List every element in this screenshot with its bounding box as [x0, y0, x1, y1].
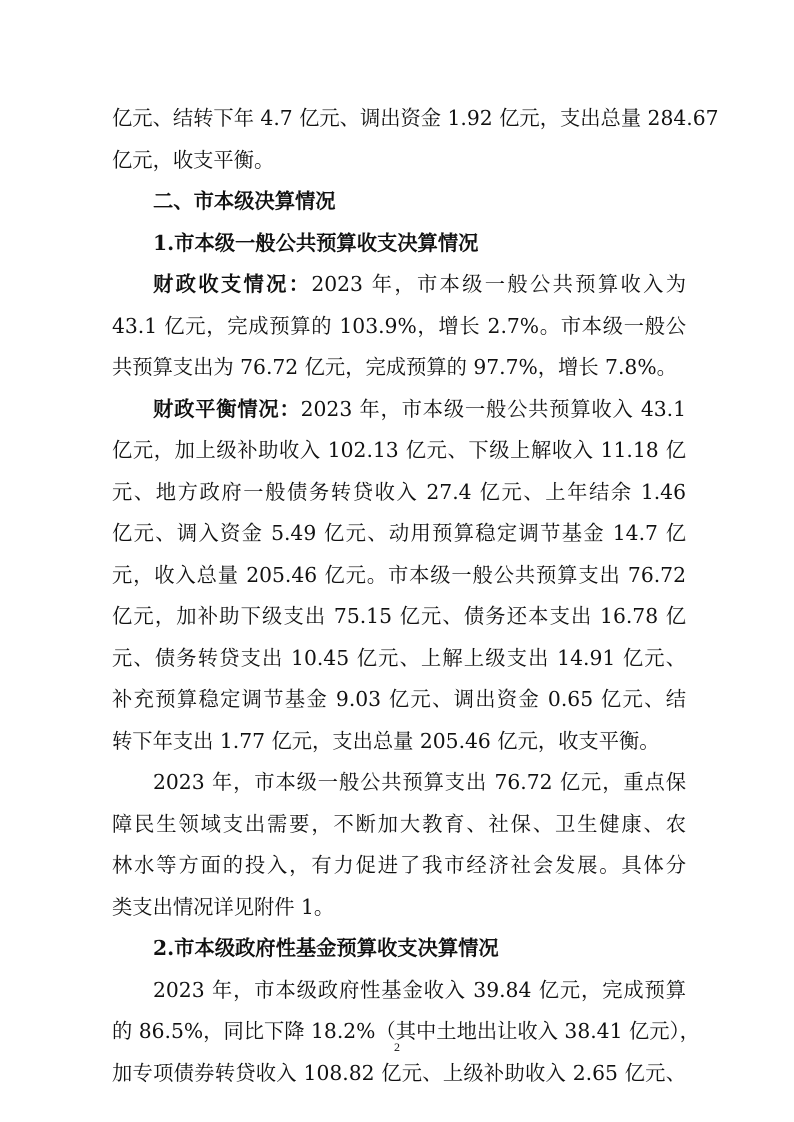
- body-line: 元、地方政府一般债务转贷收入 27.4 亿元、上年结余 1.46: [112, 479, 686, 504]
- body-line: 亿元，加补助下级支出 75.15 亿元、债务还本支出 16.78 亿: [112, 604, 686, 628]
- body-text: 2023 年，市本级一般公共预算收入 43.1: [300, 396, 686, 421]
- body-line: 加专项债券转贷收入 108.82 亿元、上级补助收入 2.65 亿元、: [112, 1060, 686, 1085]
- page-number: 2: [394, 1040, 400, 1054]
- body-line: 亿元，收支平衡。: [112, 147, 275, 172]
- paragraph-first-line: 2023 年，市本级一般公共预算支出 76.72 亿元，重点保: [153, 770, 686, 794]
- paragraph-first-line: 2023 年，市本级政府性基金收入 39.84 亿元，完成预算: [153, 977, 686, 1002]
- body-line: 共预算支出为 76.72 亿元，完成预算的 97.7%，增长 7.8%。: [112, 355, 677, 379]
- body-line: 元、债务转贷支出 10.45 亿元、上解上级支出 14.91 亿元、: [112, 645, 686, 670]
- body-line: 亿元、结转下年 4.7 亿元、调出资金 1.92 亿元，支出总量 284.67: [112, 106, 719, 130]
- body-line: 障民生领域支出需要，不断加大教育、社保、卫生健康、农: [112, 811, 686, 836]
- body-line: 转下年支出 1.77 亿元，支出总量 205.46 亿元，收支平衡。: [112, 728, 660, 753]
- body-line: 43.1 亿元，完成预算的 103.9%，增长 2.7%。市本级一般公: [112, 313, 686, 338]
- body-line: 亿元、调入资金 5.49 亿元、动用预算稳定调节基金 14.7 亿: [112, 521, 686, 545]
- body-line: 元，收入总量 205.46 亿元。市本级一般公共预算支出 76.72: [112, 562, 686, 587]
- paragraph-first-line: [112, 264, 686, 306]
- subsection-heading: 1.市本级一般公共预算收支决算情况: [153, 230, 479, 255]
- run-in-heading: 财政平衡情况：: [153, 396, 301, 421]
- body-line: 类支出情况详见附件 1。: [112, 894, 335, 919]
- paragraph-first-line: [112, 389, 686, 431]
- body-line: 亿元，加上级补助收入 102.13 亿元、下级上解收入 11.18 亿: [112, 438, 686, 462]
- document-body: [112, 98, 719, 1094]
- body-text: 2023 年，市本级一般公共预算收入为: [311, 272, 686, 296]
- section-heading: 二、市本级决算情况: [153, 189, 336, 213]
- body-line: 的 86.5%，同比下降 18.2%（其中土地出让收入 38.41 亿元），: [112, 1019, 700, 1043]
- run-in-heading: 财政收支情况：: [153, 272, 312, 296]
- body-line: 林水等方面的投入，有力促进了我市经济社会发展。具体分: [112, 853, 686, 877]
- subsection-heading: 2.市本级政府性基金预算收支决算情况: [153, 936, 499, 960]
- body-line: 补充预算稳定调节基金 9.03 亿元、调出资金 0.65 亿元、结: [112, 687, 686, 711]
